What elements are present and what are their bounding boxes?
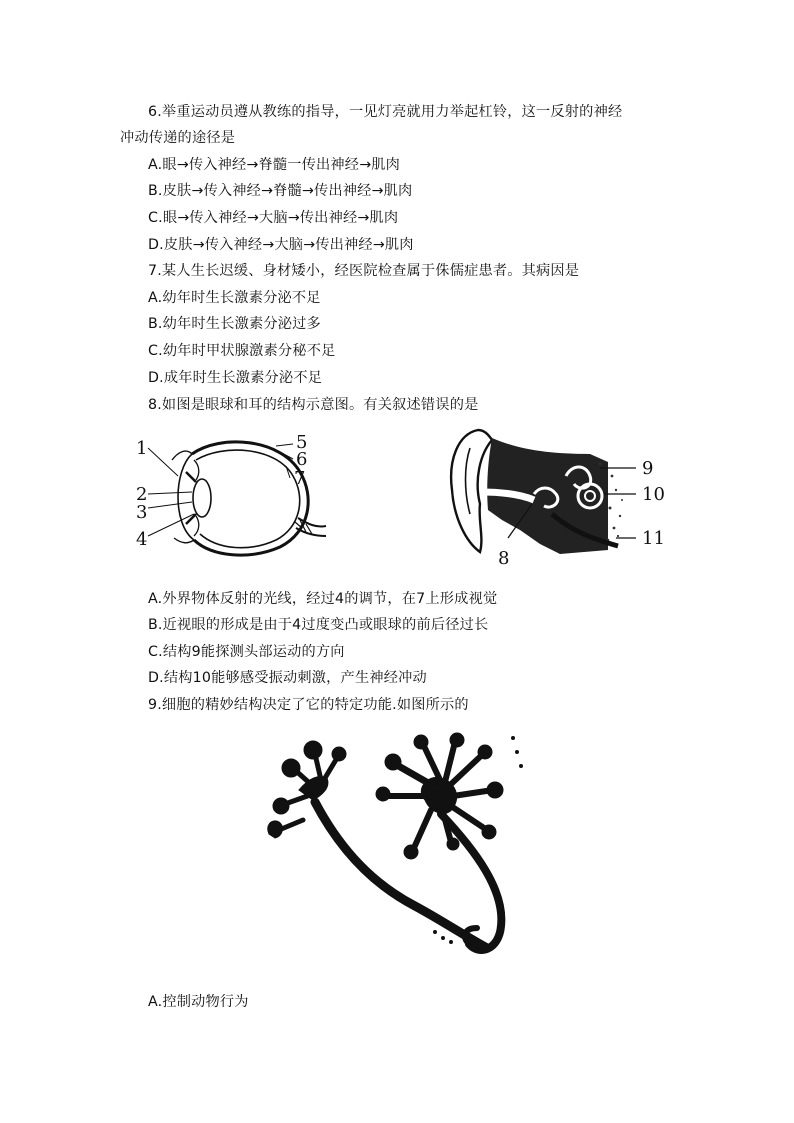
eye-label-7: 7	[294, 468, 306, 489]
ear-label-10: 10	[642, 484, 665, 505]
eye-label-2: 2	[136, 484, 148, 505]
eye-diagram	[130, 432, 330, 562]
eye-label-5: 5	[296, 432, 308, 453]
q6-option-b: B.皮肤→传入神经→脊髓→传出神经→肌肉	[148, 183, 413, 199]
neuron-diagram	[255, 730, 545, 970]
ear-diagram	[440, 420, 680, 570]
eye-label-6: 6	[296, 449, 308, 470]
q7-option-d: D.成年时生长激素分泌不足	[148, 370, 323, 386]
q8-option-c: C.结构9能探测头部运动的方向	[148, 644, 345, 660]
q7-option-a: A.幼年时生长激素分泌不足	[148, 290, 321, 306]
q7-option-c: C.幼年时甲状腺激素分秘不足	[148, 343, 336, 359]
q6-stem-line1: 6.举重运动员遵从教练的指导，一见灯亮就用力举起杠铃，这一反射的神经	[148, 104, 623, 120]
q7-option-b: B.幼年时生长激素分泌过多	[148, 316, 321, 332]
ear-label-8: 8	[498, 548, 510, 569]
q7-stem: 7.某人生长迟缓、身材矮小，经医院检查属于侏儒症患者。其病因是	[148, 263, 580, 279]
eye-label-3: 3	[136, 502, 148, 523]
q6-option-c: C.眼→传入神经→大脑→传出神经→肌肉	[148, 210, 399, 226]
q8-stem: 8.如图是眼球和耳的结构示意图。有关叙述错误的是	[148, 397, 479, 413]
q9-stem: 9.细胞的精妙结构决定了它的特定功能.如图所示的	[148, 697, 469, 713]
q8-option-d: D.结构10能够感受振动刺激，产生神经冲动	[148, 670, 427, 686]
q9-option-a: A.控制动物行为	[148, 994, 249, 1010]
q6-option-a: A.眼→传入神经→脊髓一传出神经→肌肉	[148, 157, 401, 173]
ear-label-11: 11	[642, 528, 665, 549]
q6-option-d: D.皮肤→传入神经→大脑→传出神经→肌肉	[148, 237, 414, 253]
eye-label-4: 4	[136, 529, 148, 550]
eye-label-1: 1	[136, 438, 148, 459]
q8-option-b: B.近视眼的形成是由于4过度变凸或眼球的前后径过长	[148, 617, 489, 633]
ear-label-9: 9	[642, 458, 654, 479]
q6-stem-line2: 冲动传递的途径是	[120, 130, 236, 146]
q8-option-a: A.外界物体反射的光线，经过4的调节，在7上形成视觉	[148, 591, 498, 607]
